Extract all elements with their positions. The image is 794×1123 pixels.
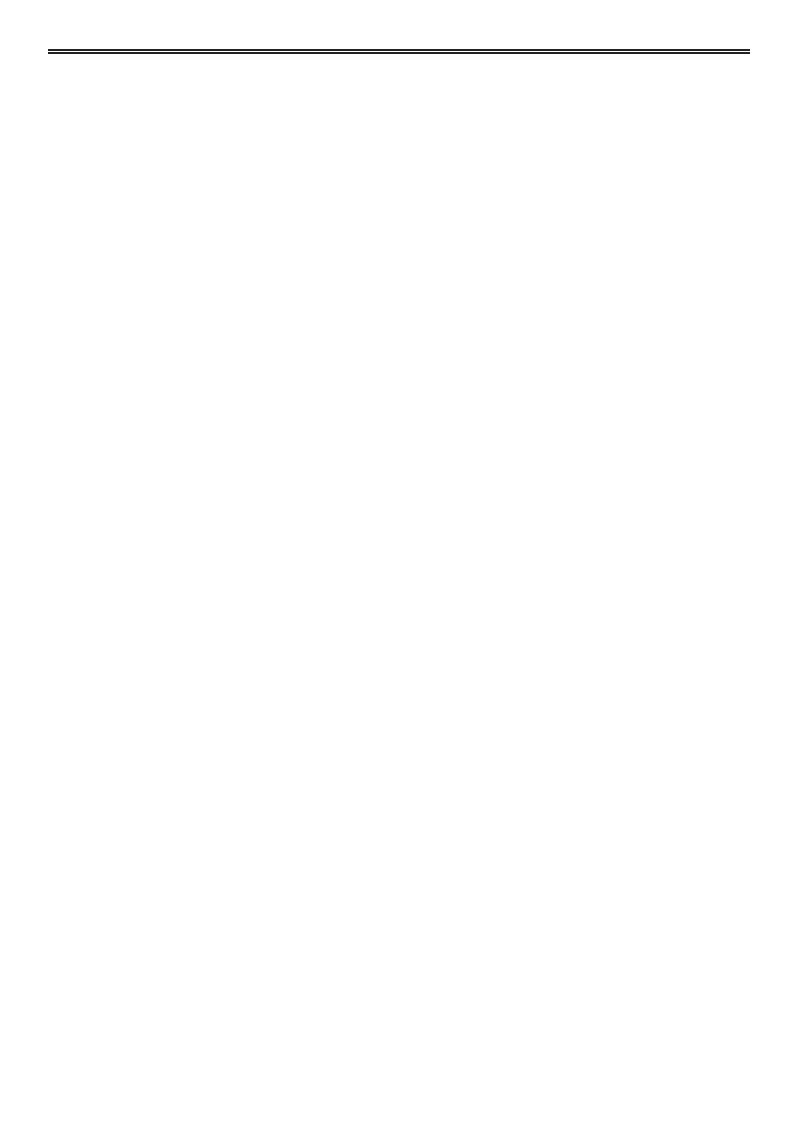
adv-grammar-box (48, 49, 750, 51)
adj-adv-box (48, 52, 750, 54)
cloze-paragraph-1 (48, 55, 750, 76)
cloze-paragraph-2 (48, 76, 750, 97)
worksheet-page (48, 48, 750, 97)
